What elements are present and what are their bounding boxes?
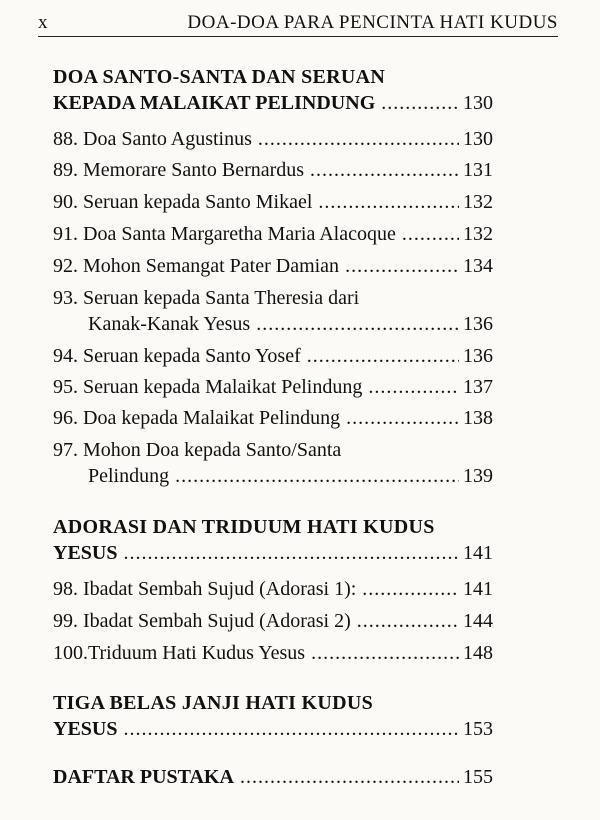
running-header [38,8,558,37]
page-ref: 136 [463,345,493,367]
section-heading: DOA SANTO-SANTA DAN SERUAN [53,66,386,88]
entry-number: 90. [53,191,78,213]
leader-dots [362,576,459,602]
page-ref: 141 [463,542,493,564]
entry-number: 91. [53,223,78,245]
page-ref: 130 [463,128,493,150]
page-ref: 132 [463,191,493,213]
entry-title: Memorare Santo Bernardus [83,159,305,181]
leader-dots [307,343,459,369]
leader-dots [368,374,459,400]
leader-dots [175,463,459,489]
section-heading-line [53,540,493,566]
entry-number: 100. [53,642,88,664]
page-ref: 155 [463,766,493,788]
toc-entry [53,374,493,400]
leader-dots [256,311,459,337]
page-ref: 130 [463,92,493,114]
entry-title: Ibadat Sembah Sujud (Adorasi 2) [83,610,351,632]
leader-dots [346,405,459,431]
page-ref: 138 [463,407,493,429]
entry-number: 99. [53,610,78,632]
toc-entry [53,253,493,279]
page-ref: 134 [463,255,493,277]
page-ref: 141 [463,578,493,600]
section-heading-last-line: YESUS [53,542,118,564]
leader-dots [357,608,459,634]
toc-entry [53,221,493,247]
entry-title: Seruan kepada Santa Theresia dari [83,287,360,309]
entry-number: 95. [53,376,78,398]
toc-entry [53,576,493,602]
entry-title: Mohon Semangat Pater Damian [83,255,340,277]
section-heading-line [53,716,493,742]
entry-number: 89. [53,159,78,181]
section-heading-last-line: YESUS [53,718,118,740]
toc-entry [53,285,493,311]
toc-entry [53,157,493,183]
entry-title: Mohon Doa kepada Santo/Santa [83,439,342,461]
toc-entry [53,405,493,431]
toc-entry [53,608,493,634]
page-ref: 153 [463,718,493,740]
entry-number: 98. [53,578,78,600]
page-ref: 139 [463,465,493,487]
section-heading-line [53,764,493,790]
entry-title: Seruan kepada Santo Mikael [83,191,313,213]
toc-entry [53,126,493,152]
entry-number: 94. [53,345,78,367]
toc-entry [53,343,493,369]
page-ref: 148 [463,642,493,664]
entry-title: Doa Santa Margaretha Maria Alacoque [83,223,396,245]
section-heading-last-line: KEPADA MALAIKAT PELINDUNG [53,92,376,114]
page-number: x [38,12,48,33]
page-ref: 132 [463,223,493,245]
entry-title: Doa kepada Malaikat Pelindung [83,407,341,429]
entry-title: Triduum Hati Kudus Yesus [88,642,306,664]
section-heading: ADORASI DAN TRIDUUM HATI KUDUS [53,516,435,538]
entry-title-continued: Kanak-Kanak Yesus [88,313,251,335]
leader-dots [311,640,459,666]
leader-dots [240,764,459,790]
leader-dots [345,253,459,279]
toc-entry-continuation [88,463,493,489]
running-title: DOA-DOA PARA PENCINTA HATI KUDUS [187,12,558,33]
toc-entry [53,640,493,666]
leader-dots [258,126,459,152]
toc-entry [53,437,493,463]
section-heading: TIGA BELAS JANJI HATI KUDUS [53,692,374,714]
entry-number: 97. [53,439,78,461]
page-ref: 144 [463,610,493,632]
leader-dots [318,189,459,215]
page-ref: 136 [463,313,493,335]
entry-number: 96. [53,407,78,429]
section-heading-line [53,90,493,116]
leader-dots [123,540,459,566]
leader-dots [123,716,459,742]
toc-entry [53,189,493,215]
entry-number: 88. [53,128,78,150]
leader-dots [402,221,459,247]
leader-dots [381,90,459,116]
page-ref: 137 [463,376,493,398]
entry-title-continued: Pelindung [88,465,170,487]
entry-number: 93. [53,287,78,309]
leader-dots [310,157,459,183]
page-ref: 131 [463,159,493,181]
toc-entry-continuation [88,311,493,337]
entry-number: 92. [53,255,78,277]
section-heading-last-line: DAFTAR PUSTAKA [53,766,234,788]
entry-title: Seruan kepada Malaikat Pelindung [83,376,363,398]
entry-title: Ibadat Sembah Sujud (Adorasi 1): [83,578,357,600]
entry-title: Doa Santo Agustinus [83,128,252,150]
entry-title: Seruan kepada Santo Yosef [83,345,301,367]
